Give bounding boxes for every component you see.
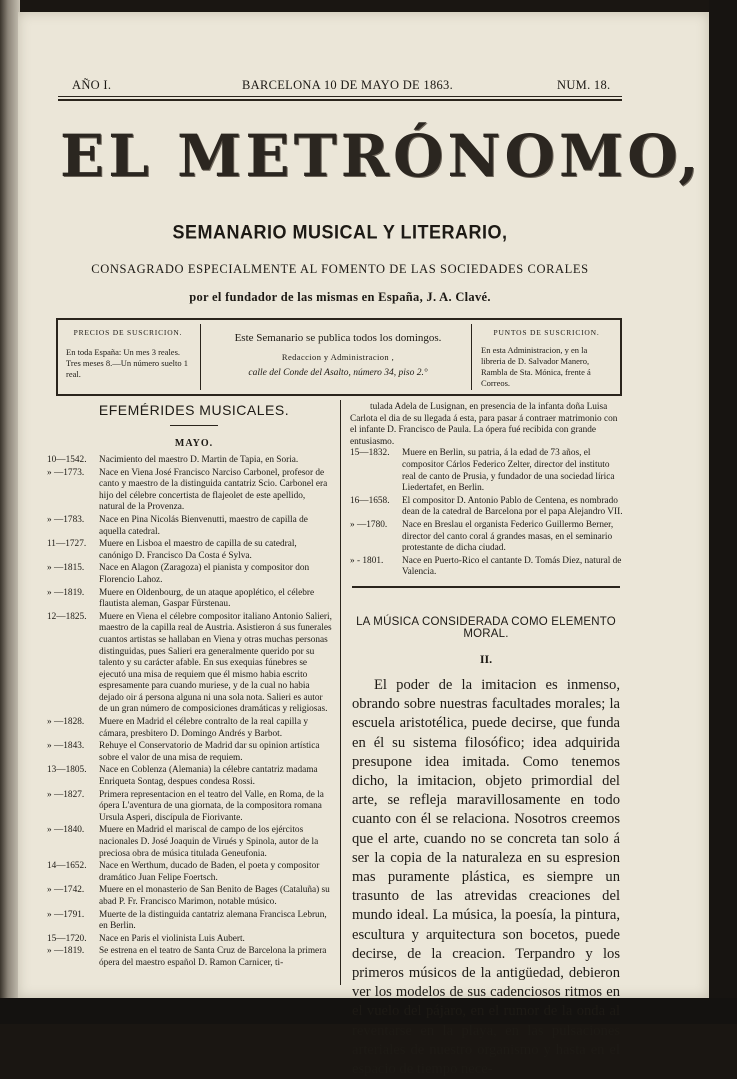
efemeride-text: Muere en Berlin, su patria, á la edad de 73 años, el compositor Cárlos Federico Zelter, director del instituto real de canto de Prusia, y fundador de una sociedad lírica Liedertafet, en Berlin.: [402, 448, 615, 494]
efemeride-text: Primera representacion en el teatro del Valle, en Roma, de la ópera L'aventura de una giornata, de la compositora romana Ursula Asperi, discípula de Fiorivante.: [99, 789, 324, 823]
efemeride-text: Muere en Oldenbourg, de un ataque apoplético, el célebre flautista aleman, Gaspar Fürstenau.: [99, 587, 315, 610]
efemeride-entry: [350, 496, 625, 519]
efemeride-text: Muerte de la distinguida cantatriz alemana Francisca Lebrun, en Berlin.: [99, 909, 327, 932]
efemeride-entry: [350, 520, 625, 555]
box-divider-right: [471, 324, 472, 390]
efemeride-entry: [47, 910, 332, 933]
masthead-founder: por el fundador de las mismas en España, J. A. Clavé.: [189, 290, 491, 304]
efemeride-text: Muere en Lisboa el maestro de capilla de su catedral, canónigo D. Francisco Da Costa é Sylva.: [99, 539, 297, 561]
efemeride-date: 16—1658.: [350, 495, 390, 506]
prices-column: [58, 320, 198, 394]
publication-column: [202, 320, 474, 394]
office-address: calle del Conde del Asalto, número 34, piso 2.°: [248, 368, 428, 378]
efemeride-entry: [47, 455, 332, 467]
efemeride-entry: [47, 588, 332, 611]
efemeride-date: 12—1825.: [47, 611, 87, 622]
efemerides-right-entries: [350, 448, 625, 579]
efemeride-date: » —1780.: [350, 519, 388, 530]
efemeride-date: » —1828.: [47, 717, 85, 728]
efemeride-date: » —1827.: [47, 789, 85, 800]
subscription-info-box: [56, 318, 622, 396]
efemeride-text: Se estrena en el teatro de Santa Cruz de Barcelona la primera ópera del maestro español D. Ramon Carnicer, ti-: [99, 946, 327, 968]
efemerides-title: EFEMÉRIDES MUSICALES.: [98, 402, 290, 418]
efemeride-entry: [47, 765, 332, 788]
efemeride-text: Muere en Madrid el célebre contralto de la real capilla y cámara, presbitero D. Domingo Andrés y Barbot.: [99, 717, 309, 739]
efemeride-date: » —1791.: [47, 909, 85, 920]
efemerides-month: MAYO.: [174, 438, 214, 449]
issue-number: NUM. 18.: [557, 78, 611, 92]
header-rule-thick: [58, 99, 622, 101]
efemeride-text: Nace en Coblenza (Alemania) la célebre cantatriz madama Enriqueta Sontag, despues condesa Rossi.: [99, 765, 318, 788]
efemeride-entry: [47, 612, 332, 716]
efemeride-text: Rehuye el Conservatorio de Madrid dar su opinion artística sobre el valor de una misa de requiem.: [99, 741, 320, 763]
column-rule: [340, 400, 341, 985]
points-text: En esta Administracion, y en la libreria de D. Salvador Manero, Rambla de Sta. Mónica, frente á Correos.: [481, 345, 591, 388]
scan-background-right: [709, 0, 737, 1024]
article-title: LA MÚSICA CONSIDERADA COMO ELEMENTO MORAL.: [356, 616, 616, 640]
prices-header: PRECIOS DE SUSCRICION.: [73, 328, 183, 337]
efemeride-date: 13—1805.: [47, 765, 87, 776]
masthead-title: EL METRÓNOMO,: [60, 122, 703, 190]
efemeride-entry: [47, 790, 332, 825]
efemeride-entry: [47, 515, 332, 538]
header-rule-thin: [58, 96, 622, 97]
efemeride-text: Nace en Puerto-Rico el cantante D. Tomás Diez, natural de Valencia.: [402, 555, 622, 578]
efemeride-date: 15—1720.: [47, 933, 87, 944]
efemeride-text: Nace en Alagon (Zaragoza) el pianista y compositor don Florencio Lahoz.: [99, 563, 310, 585]
efemeride-date: 10—1542.: [47, 455, 87, 465]
efemeride-entry: [350, 556, 625, 579]
efemeride-entry: [47, 539, 332, 562]
efemeride-date: 14—1652.: [47, 861, 87, 872]
publication-schedule: Este Semanario se publica todos los domingos.: [234, 332, 442, 344]
efemeride-entry: [47, 468, 332, 514]
efemerides-list-right: [350, 402, 625, 580]
efemeride-text: Nace en Breslau el organista Federico Guillermo Berner, director del canto coral á grandes masas, en el seminario protestante de dicha ciudad.: [402, 519, 614, 554]
efemeride-text: Nacimiento del maestro D. Martin de Tapia, en Soria.: [99, 455, 299, 465]
year-label: AÑO I.: [72, 78, 112, 92]
points-header: PUNTOS DE SUSCRICION.: [493, 328, 600, 337]
efemeride-date: » —1819.: [47, 587, 85, 598]
efemeride-date: 15—1832.: [350, 448, 390, 459]
efemeride-entry: [47, 741, 332, 764]
efemeride-text: Muere en Viena el célebre compositor italiano Antonio Salieri, maestro de la capilla real de Austria. Asistieron á sus funerales cuantos artistas se hallaban en Viena y otras muchas personas distinguidas, pues Salieri era generalmente querido por su talento y su carácter afable. En sus exequias fúnebres se ejecutó una misa de requiem que él mismo habia escrito espresamente para cuando muriese, y de la cual no habia dejado oir á persona alguna ni una sola nota. Salieri es autor de un gran número de composiciones dramáticas y religiosas.: [99, 611, 332, 715]
article-part-number: II.: [479, 652, 493, 666]
efemeride-date: » —1773.: [47, 467, 85, 478]
efemeride-date: » —1843.: [47, 741, 85, 752]
masthead-subtitle: SEMANARIO MUSICAL Y LITERARIO,: [172, 220, 508, 243]
efemeride-text: Nace en Pina Nicolás Bienvenutti, maestro de capilla de aquella catedral.: [99, 514, 308, 537]
efemeride-entry: [47, 825, 332, 860]
efemeride-date: » - 1801.: [350, 555, 384, 566]
office-label: Redaccion y Administracion ,: [281, 352, 395, 362]
article-body: El poder de la imitacion es inmenso, obrando sobre nuestras facultades morales; la escuela aristotélica, puede decirse, que funda en él su sistema filosófico; idea adquirida presupone idea imitada. Como tenemos dicho, la imitacion, objeto primordial del arte, se refleja maravillosamente en todo cuanto con él se relaciona. Nosotros creemos que el arte, cuando no se concreta tan solo á ser la copia de la naturaleza en su espresion mas puramente plástica, es siempre un trasunto de las atrevidas creaciones del mundo ideal. La música, la poesía, la pintura, escultura y arquitectura son bocetos, puede decirse, de la creacion. Terpandro y los primeros músicos de la antigüedad, debieron ver los modelos de sus cadenciosos ritmos en el vuelo del pájaro, en el rumor de la onda al reventarse en la playa, en las pulsaciones arteriales de nuestro organismo y hasta en el espacio de tiempo nece-: [352, 677, 620, 1078]
efemeride-date: » —1815.: [47, 563, 85, 574]
efemerides-title-rule: [170, 425, 218, 426]
efemeride-date: » —1819.: [47, 946, 85, 957]
efemeride-entry: [47, 717, 332, 740]
efemeride-date: » —1783.: [47, 514, 85, 525]
masthead-dedication: CONSAGRADO ESPECIALMENTE AL FOMENTO DE LAS SOCIEDADES CORALES: [91, 262, 589, 276]
efemeride-date: 11—1727.: [47, 539, 87, 550]
efemeride-date: » —1840.: [47, 825, 85, 836]
efemeride-entry: [47, 934, 332, 946]
dateline: BARCELONA 10 DE MAYO DE 1863.: [242, 78, 454, 92]
scan-binding-edge: [0, 0, 20, 1024]
efemeride-entry: [47, 885, 332, 908]
prices-text: En toda España: Un mes 3 reales. Tres meses 8.—Un número suelto 1 real.: [66, 347, 188, 379]
efemeride-entry: [47, 861, 332, 884]
efemerides-list-left: [47, 455, 332, 971]
efemeride-text: Muere en Madrid el mariscal de campo de los ejércitos nacionales D. José Joaquin de Virués y Spinola, autor de la preciosa obra de música titulada Geneufonia.: [99, 825, 319, 859]
box-divider-left: [200, 324, 201, 390]
efemeride-text: Muere en el monasterio de San Benito de Bages (Cataluña) su abad P. Fr. Francisco Marimon, notable músico.: [99, 885, 330, 907]
article-top-rule: [352, 586, 620, 588]
efemeride-entry: [47, 563, 332, 586]
efemeride-entry: [350, 448, 625, 494]
points-column: [473, 320, 620, 394]
efemeride-entry: [47, 946, 332, 969]
efemeride-text: Nace en Paris el violinista Luis Aubert.: [99, 933, 245, 944]
efemeride-text: Nace en Werthum, ducado de Baden, el poeta y compositor dramático Juan Felipe Foertsch.: [99, 861, 320, 883]
efemeride-date: » —1742.: [47, 885, 85, 896]
efemerides-continuation: tulada Adela de Lusignan, en presencia de la infanta doña Luisa Carlota el dia de su llegada á esta, para pasar á contraer matrimonio con el infante D. Francisco de Paula. La ópera fué recibida con grande entusiasmo.: [350, 402, 618, 447]
efemeride-text: El compositor D. Antonio Pablo de Centena, es nombrado dean de la catedral de Barcelona por el papa Alejandro VII.: [402, 495, 623, 518]
efemeride-text: Nace en Viena José Francisco Narciso Carbonel, profesor de canto y maestro de la distinguida cantatriz Scio. Carbonel era hijo del célebre concertista de flajeolet de este apellido, natural de la Provenza.: [99, 467, 328, 513]
